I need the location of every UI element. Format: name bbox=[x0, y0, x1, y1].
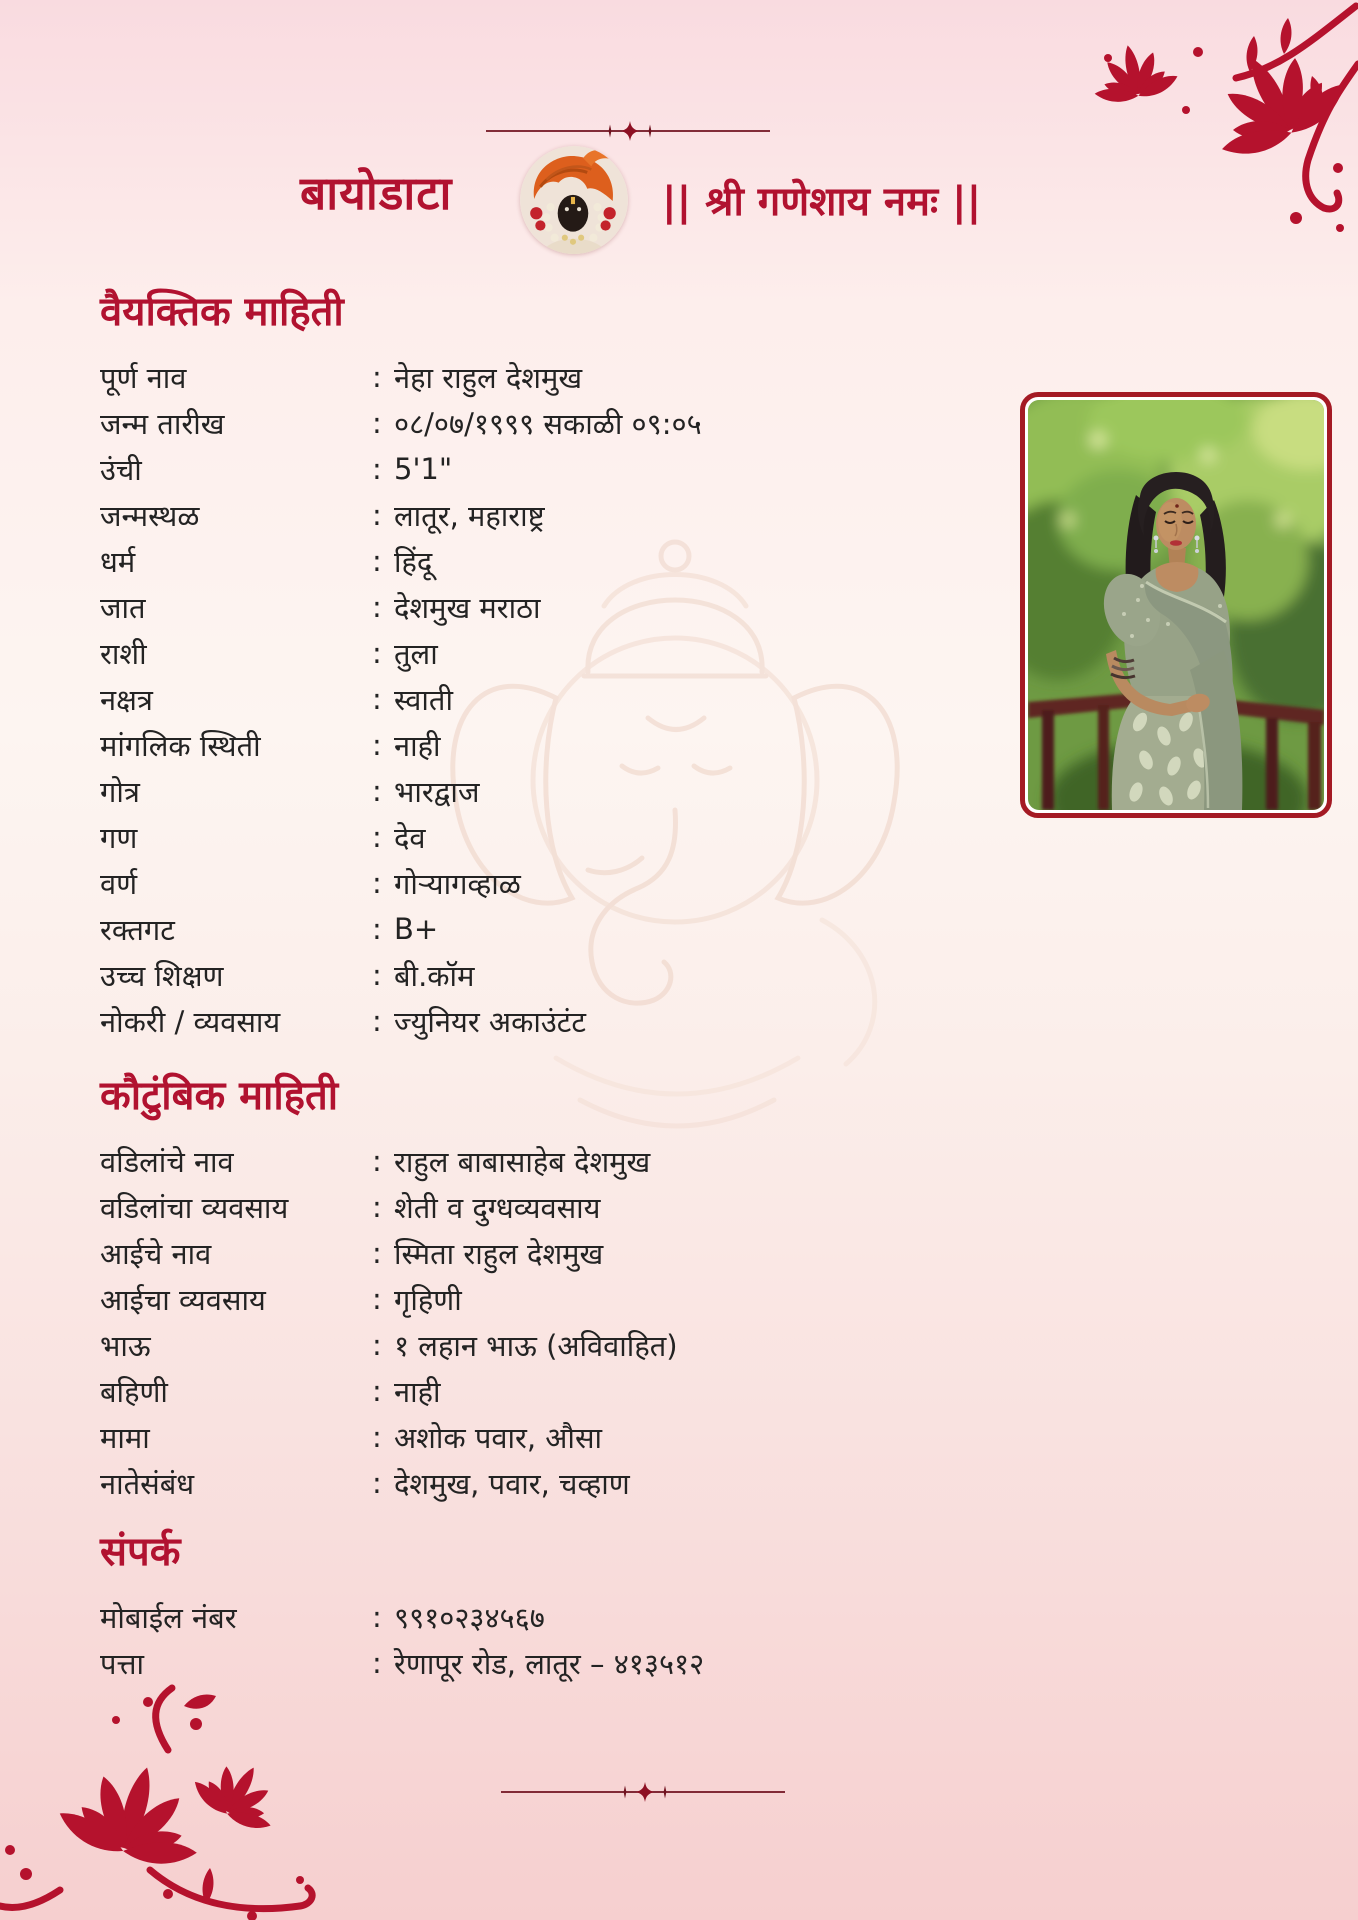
field-value: हिंदू bbox=[394, 544, 433, 579]
field-label: आईचा व्यवसाय bbox=[100, 1282, 266, 1317]
colon-separator: : bbox=[372, 360, 382, 394]
field-value: बी.कॉम bbox=[394, 958, 475, 993]
row-sisters bbox=[100, 1368, 1020, 1414]
field-label: राशी bbox=[100, 636, 147, 671]
header-divider bbox=[483, 121, 773, 141]
row-manglik-status bbox=[100, 722, 1020, 768]
field-value: नाही bbox=[394, 1374, 441, 1409]
colon-separator: : bbox=[372, 1420, 382, 1454]
section-heading: कौटुंबिक माहिती bbox=[100, 1073, 339, 1119]
field-value: गोऱ्यागव्हाळ bbox=[394, 866, 521, 901]
profile-photo bbox=[1028, 400, 1324, 810]
field-value: ०८/०७/१९९९ सकाळी ०९:०५ bbox=[394, 406, 702, 441]
field-value: 5'1" bbox=[394, 452, 453, 486]
colon-separator: : bbox=[372, 912, 382, 946]
footer-divider bbox=[498, 1782, 788, 1802]
section-personal-info bbox=[100, 286, 1020, 1044]
colon-separator: : bbox=[372, 1374, 382, 1408]
field-label: नातेसंबंध bbox=[100, 1466, 195, 1501]
field-value: राहुल बाबासाहेब देशमुख bbox=[394, 1144, 651, 1179]
family-info-rows bbox=[100, 1138, 1020, 1506]
floral-ornament-top-right bbox=[1038, 0, 1358, 250]
colon-separator: : bbox=[372, 774, 382, 808]
profile-photo-frame bbox=[1020, 392, 1332, 818]
field-value: अशोक पवार, औसा bbox=[394, 1420, 603, 1455]
field-label: पूर्ण नाव bbox=[100, 360, 187, 395]
field-label: भाऊ bbox=[100, 1328, 151, 1363]
field-value: तुला bbox=[394, 636, 438, 671]
colon-separator: : bbox=[372, 1236, 382, 1270]
field-value: ज्युनियर अकाउंटंट bbox=[394, 1004, 586, 1039]
row-father-name bbox=[100, 1138, 1020, 1184]
colon-separator: : bbox=[372, 498, 382, 532]
contact-rows bbox=[100, 1594, 1020, 1686]
field-value: स्मिता राहुल देशमुख bbox=[394, 1236, 604, 1271]
field-label: वडिलांचा व्यवसाय bbox=[100, 1190, 289, 1225]
row-complexion bbox=[100, 860, 1020, 906]
row-address bbox=[100, 1640, 1020, 1686]
field-value: रेणापूर रोड, लातूर – ४१३५१२ bbox=[394, 1646, 705, 1681]
page-title: बायोडाटा bbox=[300, 166, 453, 220]
row-mobile-number bbox=[100, 1594, 1020, 1640]
row-mother-name bbox=[100, 1230, 1020, 1276]
field-label: मांगलिक स्थिती bbox=[100, 728, 261, 763]
section-contact bbox=[100, 1526, 1020, 1686]
field-label: धर्म bbox=[100, 544, 136, 579]
field-value: १ लहान भाऊ (अविवाहित) bbox=[394, 1328, 678, 1363]
field-value: नेहा राहुल देशमुख bbox=[394, 360, 583, 395]
deity-image bbox=[520, 146, 628, 254]
field-label: गोत्र bbox=[100, 774, 140, 809]
field-value: शेती व दुग्धव्यवसाय bbox=[394, 1190, 601, 1225]
colon-separator: : bbox=[372, 636, 382, 670]
field-label: आईचे नाव bbox=[100, 1236, 212, 1271]
section-heading: संपर्क bbox=[100, 1529, 181, 1575]
row-blood-group bbox=[100, 906, 1020, 952]
row-brothers bbox=[100, 1322, 1020, 1368]
row-gan bbox=[100, 814, 1020, 860]
field-label: वडिलांचे नाव bbox=[100, 1144, 234, 1179]
colon-separator: : bbox=[372, 866, 382, 900]
row-education bbox=[100, 952, 1020, 998]
field-value: देशमुख मराठा bbox=[394, 590, 541, 625]
row-nakshatra bbox=[100, 676, 1020, 722]
row-father-occupation bbox=[100, 1184, 1020, 1230]
row-religion bbox=[100, 538, 1020, 584]
colon-separator: : bbox=[372, 728, 382, 762]
row-relations bbox=[100, 1460, 1020, 1506]
field-label: वर्ण bbox=[100, 866, 138, 901]
field-label: मोबाईल नंबर bbox=[100, 1600, 237, 1635]
mantra-text: || श्री गणेशाय नमः || bbox=[662, 179, 982, 225]
section-heading: वैयक्तिक माहिती bbox=[100, 289, 344, 335]
field-value: भारद्वाज bbox=[394, 774, 480, 809]
colon-separator: : bbox=[372, 1466, 382, 1500]
field-label: उच्च शिक्षण bbox=[100, 958, 224, 993]
row-mother-occupation bbox=[100, 1276, 1020, 1322]
field-label: नोकरी / व्यवसाय bbox=[100, 1004, 281, 1039]
field-value: B+ bbox=[394, 912, 439, 946]
colon-separator: : bbox=[372, 1282, 382, 1316]
field-value: देशमुख, पवार, चव्हाण bbox=[394, 1466, 630, 1501]
row-occupation bbox=[100, 998, 1020, 1044]
row-birthplace bbox=[100, 492, 1020, 538]
field-label: पत्ता bbox=[100, 1646, 145, 1681]
field-label: जात bbox=[100, 590, 146, 625]
field-value: स्वाती bbox=[394, 682, 453, 717]
colon-separator: : bbox=[372, 1190, 382, 1224]
field-label: बहिणी bbox=[100, 1374, 168, 1409]
field-value: लातूर, महाराष्ट्र bbox=[394, 498, 545, 533]
colon-separator: : bbox=[372, 544, 382, 578]
colon-separator: : bbox=[372, 1600, 382, 1634]
colon-separator: : bbox=[372, 452, 382, 486]
field-value: गृहिणी bbox=[394, 1282, 462, 1317]
row-caste bbox=[100, 584, 1020, 630]
colon-separator: : bbox=[372, 406, 382, 440]
field-label: जन्म तारीख bbox=[100, 406, 225, 441]
colon-separator: : bbox=[372, 958, 382, 992]
field-value: नाही bbox=[394, 728, 441, 763]
field-value: देव bbox=[394, 820, 426, 855]
colon-separator: : bbox=[372, 1144, 382, 1178]
colon-separator: : bbox=[372, 590, 382, 624]
row-gotra bbox=[100, 768, 1020, 814]
row-maternal-uncle bbox=[100, 1414, 1020, 1460]
field-value: ९९१०२३४५६७ bbox=[394, 1600, 545, 1635]
row-rashi bbox=[100, 630, 1020, 676]
field-label: रक्तगट bbox=[100, 912, 175, 947]
colon-separator: : bbox=[372, 1004, 382, 1038]
floral-ornament-bottom-left bbox=[0, 1680, 320, 1920]
colon-separator: : bbox=[372, 682, 382, 716]
field-label: उंची bbox=[100, 452, 142, 487]
section-family-info bbox=[100, 1070, 1020, 1506]
row-height bbox=[100, 446, 1020, 492]
colon-separator: : bbox=[372, 1328, 382, 1362]
row-birth-date bbox=[100, 400, 1020, 446]
field-label: मामा bbox=[100, 1420, 150, 1455]
colon-separator: : bbox=[372, 1646, 382, 1680]
field-label: नक्षत्र bbox=[100, 682, 153, 717]
field-label: जन्मस्थळ bbox=[100, 498, 200, 533]
personal-info-rows bbox=[100, 354, 1020, 1044]
field-label: गण bbox=[100, 820, 138, 855]
row-full-name bbox=[100, 354, 1020, 400]
colon-separator: : bbox=[372, 820, 382, 854]
